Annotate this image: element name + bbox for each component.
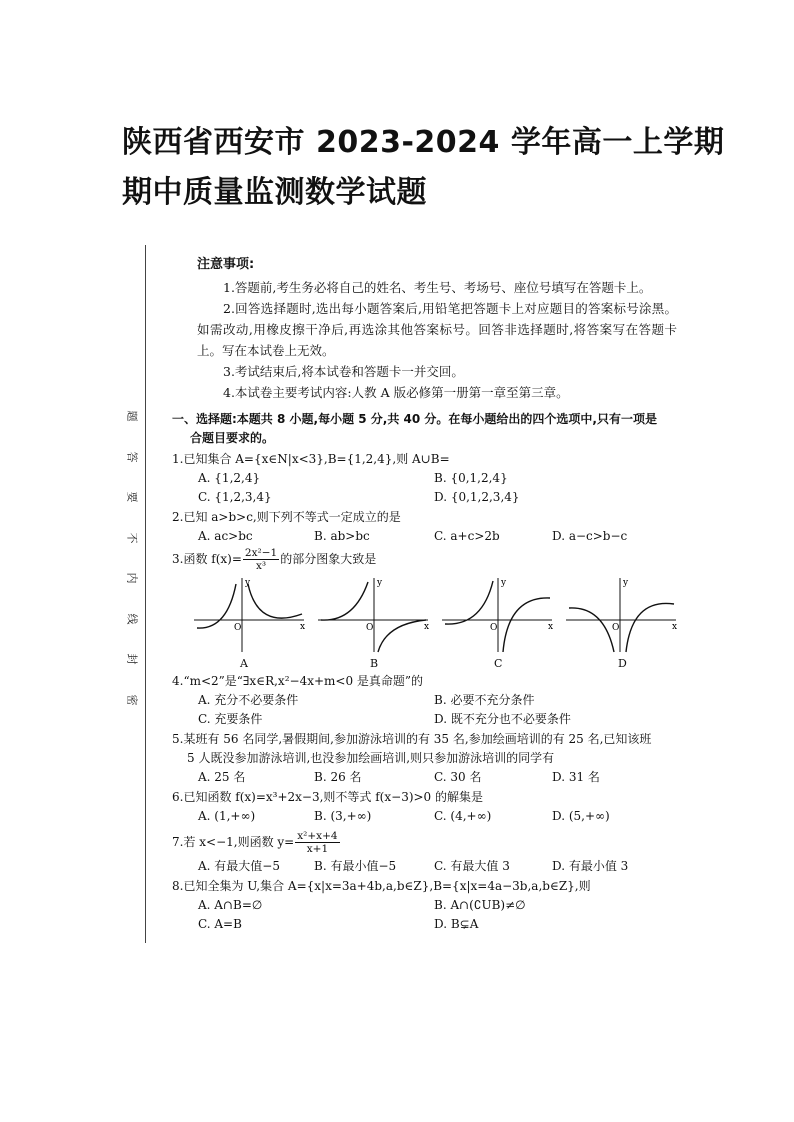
axis-label-y: y	[245, 578, 251, 588]
origin-label: O	[612, 623, 620, 633]
stem-prefix: 3.函数 f(x)=	[172, 552, 242, 566]
axis-label-y: y	[377, 578, 383, 588]
question-stem: 6.已知函数 f(x)=x³+2x−3,则不等式 f(x−3)>0 的解集是	[172, 790, 484, 804]
graph-label-b: B	[370, 657, 379, 670]
graph-c	[440, 576, 558, 656]
option-a: A. 充分不必要条件	[198, 693, 299, 707]
option-b: B. 必要不充分条件	[434, 693, 535, 707]
axis-label-x: x	[424, 622, 430, 632]
option-a: A. (1,+∞)	[198, 809, 256, 823]
numerator: 2x²−1	[244, 547, 278, 559]
option-b: B. A∩(∁UB)≠∅	[434, 898, 526, 912]
note-item: 3.考试结束后,将本试卷和答题卡一并交回。	[223, 364, 464, 379]
graph-label-c: C	[494, 657, 503, 670]
question-1	[172, 450, 677, 507]
question-4	[172, 672, 677, 729]
option-a: A. 25 名	[198, 770, 246, 784]
binding-margin-text	[124, 408, 140, 708]
notes-heading: 注意事项:	[197, 257, 255, 272]
option-b: B. ab>bc	[314, 529, 370, 543]
option-d: D. B⊊A	[434, 917, 479, 931]
binding-char: 要	[125, 491, 138, 503]
option-c: C. 30 名	[434, 770, 482, 784]
question-7	[172, 827, 677, 876]
denominator: x³	[255, 560, 267, 572]
graph-b	[316, 576, 434, 656]
option-c: C. 充要条件	[198, 712, 263, 726]
denominator: x+1	[306, 843, 329, 855]
section-heading-cont: 合题目要求的。	[190, 431, 275, 445]
axis-label-x: x	[548, 622, 554, 632]
option-b: B. 有最小值−5	[314, 859, 397, 873]
origin-label: O	[366, 623, 374, 633]
question-8	[172, 877, 677, 934]
option-b: B. 26 名	[314, 770, 362, 784]
question-stem-cont: 5 人既没参加游泳培训,也没参加绘画培训,则只参加游泳培训的同学有	[187, 751, 555, 765]
binding-line	[145, 245, 146, 943]
question-stem: 2.已知 a>b>c,则下列不等式一定成立的是	[172, 510, 401, 524]
question-stem	[172, 827, 677, 857]
binding-char: 不	[125, 532, 138, 544]
option-c: C. (4,+∞)	[434, 809, 492, 823]
option-c: C. A=B	[198, 917, 242, 931]
question-5	[172, 730, 677, 787]
note-item: 2.回答选择题时,选出每小题答案后,用铅笔把答题卡上对应题目的答案标号涂黑。如需改动,用橡皮擦干净后,再选涂其他答案标号。回答非选择题时,将答案写在答题卡上。写在本试卷上无效。	[197, 301, 677, 358]
question-2	[172, 508, 677, 546]
questions	[172, 410, 677, 934]
graph-a	[192, 576, 310, 656]
option-c: C. 有最大值 3	[434, 859, 510, 873]
option-a: A. {1,2,4}	[198, 471, 261, 485]
stem-suffix: 的部分图象大致是	[280, 552, 377, 566]
option-c: C. a+c>2b	[434, 529, 500, 543]
question-stem: 1.已知集合 A={x∈N|x<3},B={1,2,4},则 A∪B=	[172, 452, 450, 466]
exam-title	[122, 118, 742, 218]
option-b: B. {0,1,2,4}	[434, 471, 508, 485]
origin-label: O	[234, 623, 242, 633]
exam-notes	[197, 254, 677, 403]
axis-label-y: y	[501, 578, 507, 588]
question-stem: 5.某班有 56 名同学,暑假期间,参加游泳培训的有 35 名,参加绘画培训的有 25 名,已知该班	[172, 732, 652, 746]
graph-d	[564, 576, 677, 656]
option-d: D. (5,+∞)	[552, 809, 610, 823]
graph-options	[190, 576, 677, 668]
question-6	[172, 788, 677, 826]
fraction	[243, 547, 279, 572]
binding-char: 题	[125, 410, 138, 422]
numerator: x²+x+4	[297, 830, 338, 842]
option-d: D. 既不充分也不必要条件	[434, 712, 571, 726]
binding-char: 密	[125, 694, 138, 706]
axis-label-x: x	[300, 622, 306, 632]
stem-prefix: 7.若 x<−1,则函数 y=	[172, 835, 295, 849]
note-item: 4.本试卷主要考试内容:人教 A 版必修第一册第一章至第三章。	[223, 385, 569, 400]
axis-label-x: x	[672, 622, 678, 632]
option-d: D. 31 名	[552, 770, 600, 784]
option-c: C. {1,2,3,4}	[198, 490, 272, 504]
origin-label: O	[490, 623, 498, 633]
question-stem	[172, 547, 677, 572]
binding-char: 内	[125, 572, 138, 584]
title-line-1: 陕西省西安市 2023-2024 学年高一上学期	[122, 125, 725, 160]
binding-char: 答	[125, 451, 138, 463]
binding-char: 封	[125, 653, 138, 665]
option-a: A. 有最大值−5	[198, 859, 280, 873]
option-d: D. {0,1,2,3,4}	[434, 490, 520, 504]
note-item: 1.答题前,考生务必将自己的姓名、考生号、考场号、座位号填写在答题卡上。	[223, 280, 652, 295]
section-heading: 一、选择题:本题共 8 小题,每小题 5 分,共 40 分。在每小题给出的四个选项中,只有一项是	[172, 412, 657, 426]
binding-char: 线	[125, 613, 138, 625]
option-a: A. ac>bc	[198, 529, 253, 543]
fraction	[295, 830, 339, 855]
option-d: D. 有最小值 3	[552, 859, 629, 873]
option-d: D. a−c>b−c	[552, 529, 628, 543]
question-3	[172, 547, 677, 668]
graph-label-d: D	[618, 657, 627, 670]
option-a: A. A∩B=∅	[198, 898, 263, 912]
axis-label-y: y	[623, 578, 629, 588]
option-b: B. (3,+∞)	[314, 809, 372, 823]
question-stem: 8.已知全集为 U,集合 A={x|x=3a+4b,a,b∈Z},B={x|x=4a−3b,a,b∈Z},则	[172, 879, 591, 893]
title-line-2: 期中质量监测数学试题	[122, 175, 427, 210]
question-stem: 4.“m<2”是“∃x∈R,x²−4x+m<0 是真命题”的	[172, 674, 424, 688]
graph-label-a: A	[240, 657, 248, 670]
